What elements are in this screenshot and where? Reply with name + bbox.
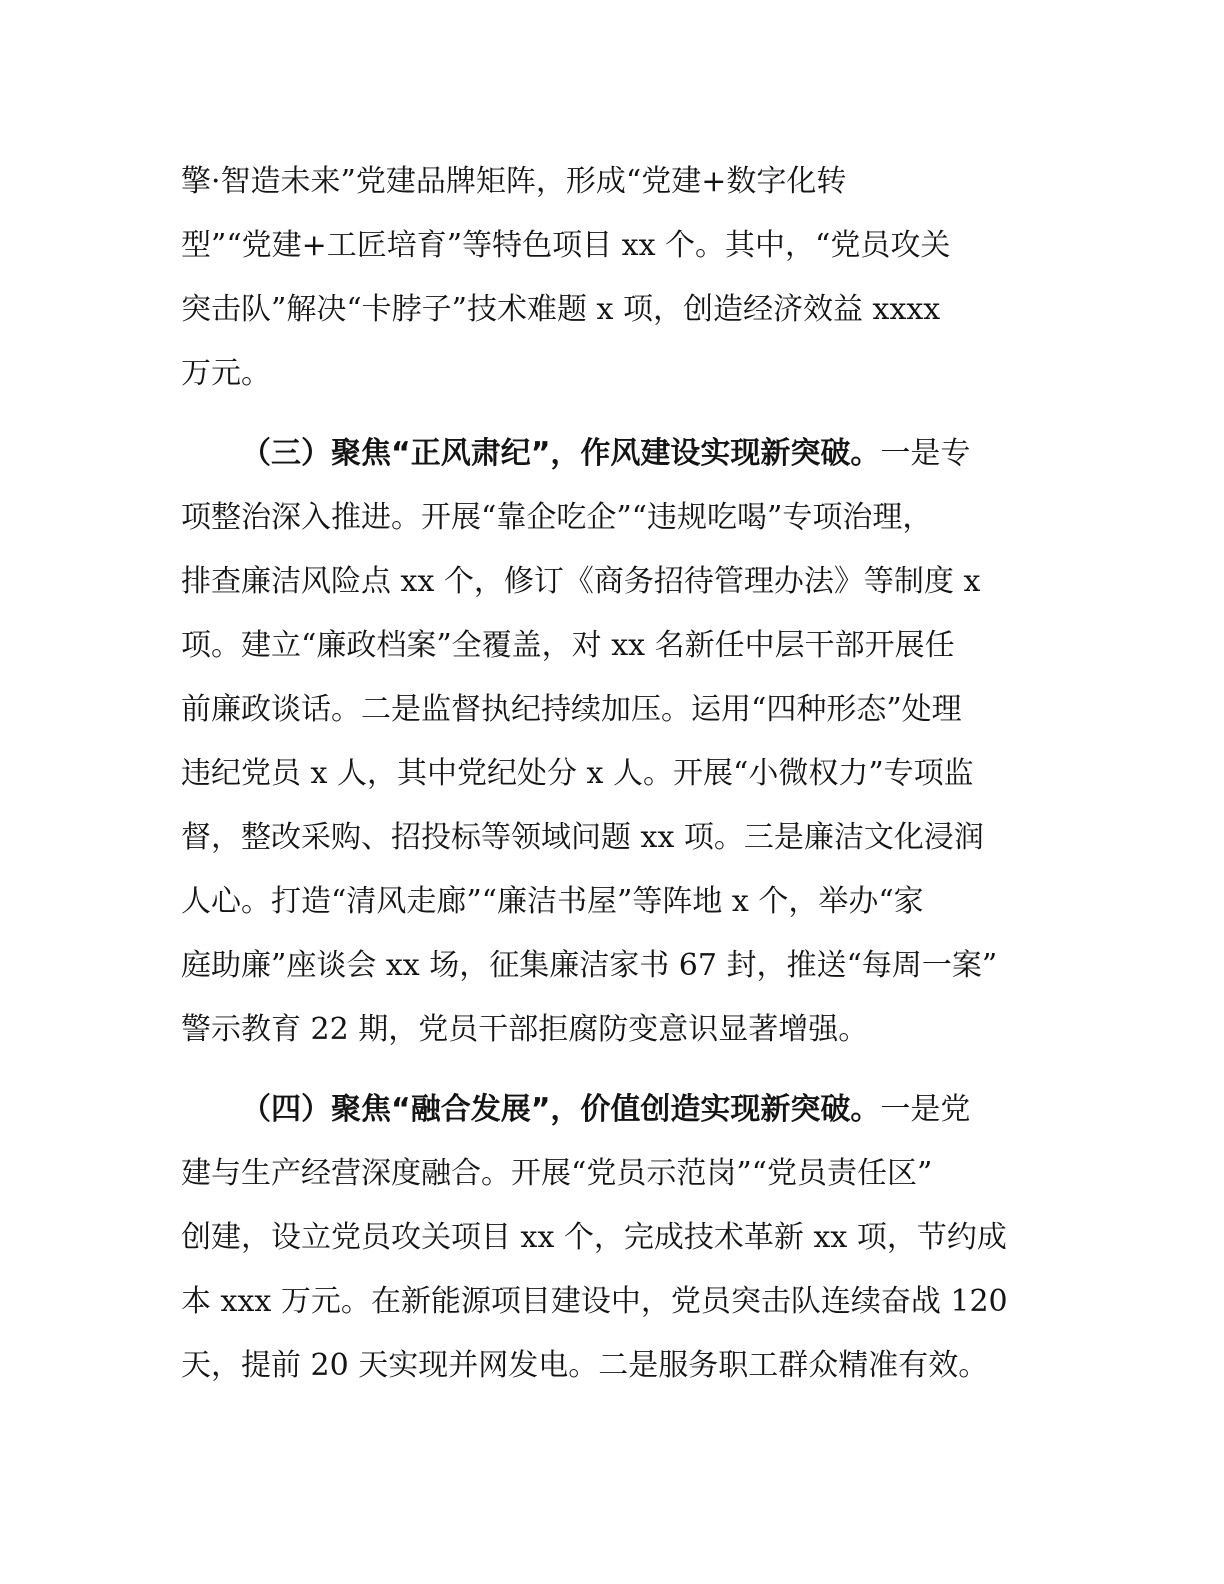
section-4-heading: （四）聚焦“融合发展”，价值创造实现新突破。 [241, 1092, 881, 1127]
paragraph-1-line-3: 突击队”解决“卡脖子”技术难题 x 项，创造经济效益 xxxx [181, 292, 941, 327]
paragraph-2-line-10: 警示教育 22 期，党员干部拒腐防变意识显著增强。 [181, 1012, 869, 1047]
paragraph-1-line-2: 型”“党建+工匠培育”等特色项目 xx 个。其中，“党员攻关 [181, 228, 951, 263]
paragraph-2-line-3: 排查廉洁风险点 xx 个，修订《商务招待管理办法》等制度 x [181, 564, 981, 599]
paragraph-3-first-line [241, 1090, 970, 1130]
paragraph-1-line-4: 万元。 [181, 356, 271, 391]
paragraph-2-line-4: 项。建立“廉政档案”全覆盖，对 xx 名新任中层干部开展任 [181, 628, 955, 663]
paragraph-3-line-2: 建与生产经营深度融合。开展“党员示范岗”“党员责任区” [181, 1156, 933, 1191]
paragraph-1-line-1: 擎·智造未来”党建品牌矩阵，形成“党建+数字化转 [181, 164, 847, 199]
paragraph-2-line-2: 项整治深入推进。开展“靠企吃企”“违规吃喝”专项治理， [181, 500, 933, 535]
paragraph-3-line-5: 天，提前 20 天实现并网发电。二是服务职工群众精准有效。 [181, 1348, 989, 1383]
section-3-heading: （三）聚焦“正风肃纪”，作风建设实现新突破。 [241, 436, 881, 471]
paragraph-2-line-8: 人心。打造“清风走廊”“廉洁书屋”等阵地 x 个，举办“家 [181, 884, 924, 919]
paragraph-2-line-7: 督，整改采购、招投标等领域问题 xx 项。三是廉洁文化浸润 [181, 820, 984, 855]
paragraph-2-line-9: 庭助廉”座谈会 xx 场，征集廉洁家书 67 封，推送“每周一案” [181, 948, 998, 983]
paragraph-2-line-6: 违纪党员 x 人，其中党纪处分 x 人。开展“小微权力”专项监 [181, 756, 974, 791]
paragraph-2-first-line [241, 434, 970, 474]
paragraph-2-line-5: 前廉政谈话。二是监督执纪持续加压。运用“四种形态”处理 [181, 692, 962, 727]
paragraph-3-first-line-rest: 一是党 [880, 1092, 971, 1127]
paragraph-3-line-3: 创建，设立党员攻关项目 xx 个，完成技术革新 xx 项，节约成 [181, 1220, 1007, 1255]
paragraph-2-first-line-rest: 一是专 [880, 436, 971, 471]
paragraph-3-line-4: 本 xxx 万元。在新能源项目建设中，党员突击队连续奋战 120 [181, 1284, 1008, 1319]
